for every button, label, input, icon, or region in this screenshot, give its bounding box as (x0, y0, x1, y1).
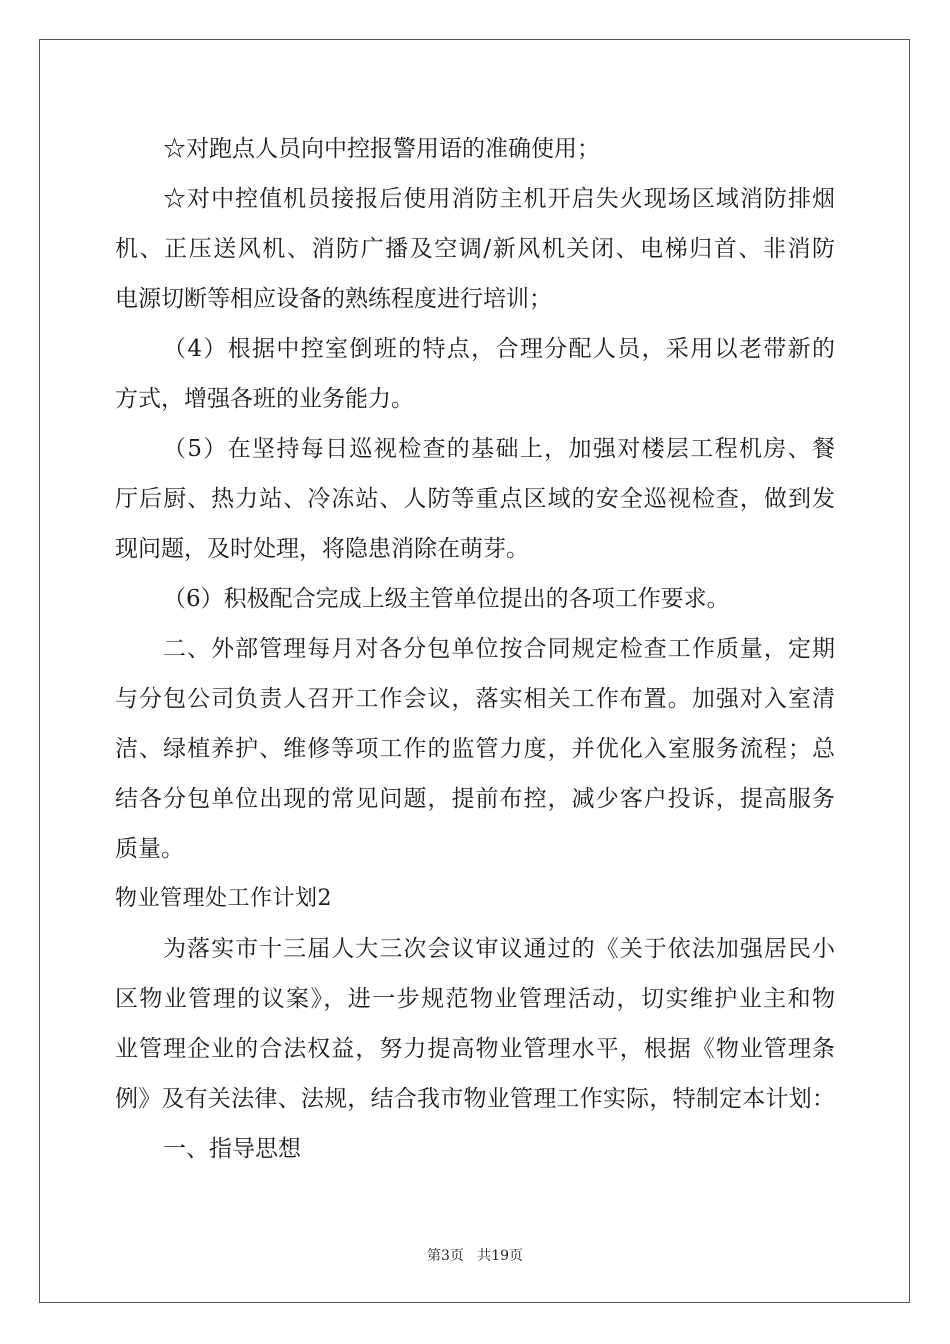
text-line: 例》及有关法律、法规，结合我市物业管理工作实际，特制定本计划： (115, 1086, 835, 1112)
text-line: 结各分包单位出现的常见问题，提前布控，减少客户投诉，提高服务 (115, 786, 835, 812)
text-line: 洁、绿植养护、维修等项工作的监管力度，并优化入室服务流程；总 (115, 736, 835, 762)
text-line: 质量。 (115, 836, 184, 862)
text-line: 电源切断等相应设备的熟练程度进行培训； (115, 286, 552, 312)
text-line: 机、正压送风机、消防广播及空调/新风机关闭、电梯归首、非消防 (115, 236, 835, 262)
text-line: ☆对中控值机员接报后使用消防主机开启失火现场区域消防排烟 (163, 186, 835, 212)
text-line: ☆对跑点人员向中控报警用语的准确使用； (163, 136, 600, 162)
text-line: 一、指导思想 (163, 1136, 301, 1162)
text-line: 方式，增强各班的业务能力。 (115, 386, 414, 412)
text-line: 现问题，及时处理，将隐患消除在萌芽。 (115, 536, 529, 562)
section-heading: 物业管理处工作计划2 (115, 886, 332, 911)
text-line: （6）积极配合完成上级主管单位提出的各项工作要求。 (163, 586, 730, 612)
text-line: 二、外部管理每月对各分包单位按合同规定检查工作质量，定期 (163, 636, 835, 662)
text-line: 厅后厨、热力站、冷冻站、人防等重点区域的安全巡视检查，做到发 (115, 486, 835, 512)
page-number-footer: 第3页 共19页 (426, 1248, 524, 1264)
text-line: 为落实市十三届人大三次会议审议通过的《关于依法加强居民小 (163, 936, 835, 962)
text-line: （5）在坚持每日巡视检查的基础上，加强对楼层工程机房、餐 (163, 436, 835, 462)
text-line: 区物业管理的议案》，进一步规范物业管理活动，切实维护业主和物 (115, 986, 835, 1012)
text-line: （4）根据中控室倒班的特点，合理分配人员，采用以老带新的 (163, 336, 835, 362)
text-line: 业管理企业的合法权益，努力提高物业管理水平，根据《物业管理条 (115, 1036, 835, 1062)
text-line: 与分包公司负责人召开工作会议，落实相关工作布置。加强对入室清 (115, 686, 835, 712)
